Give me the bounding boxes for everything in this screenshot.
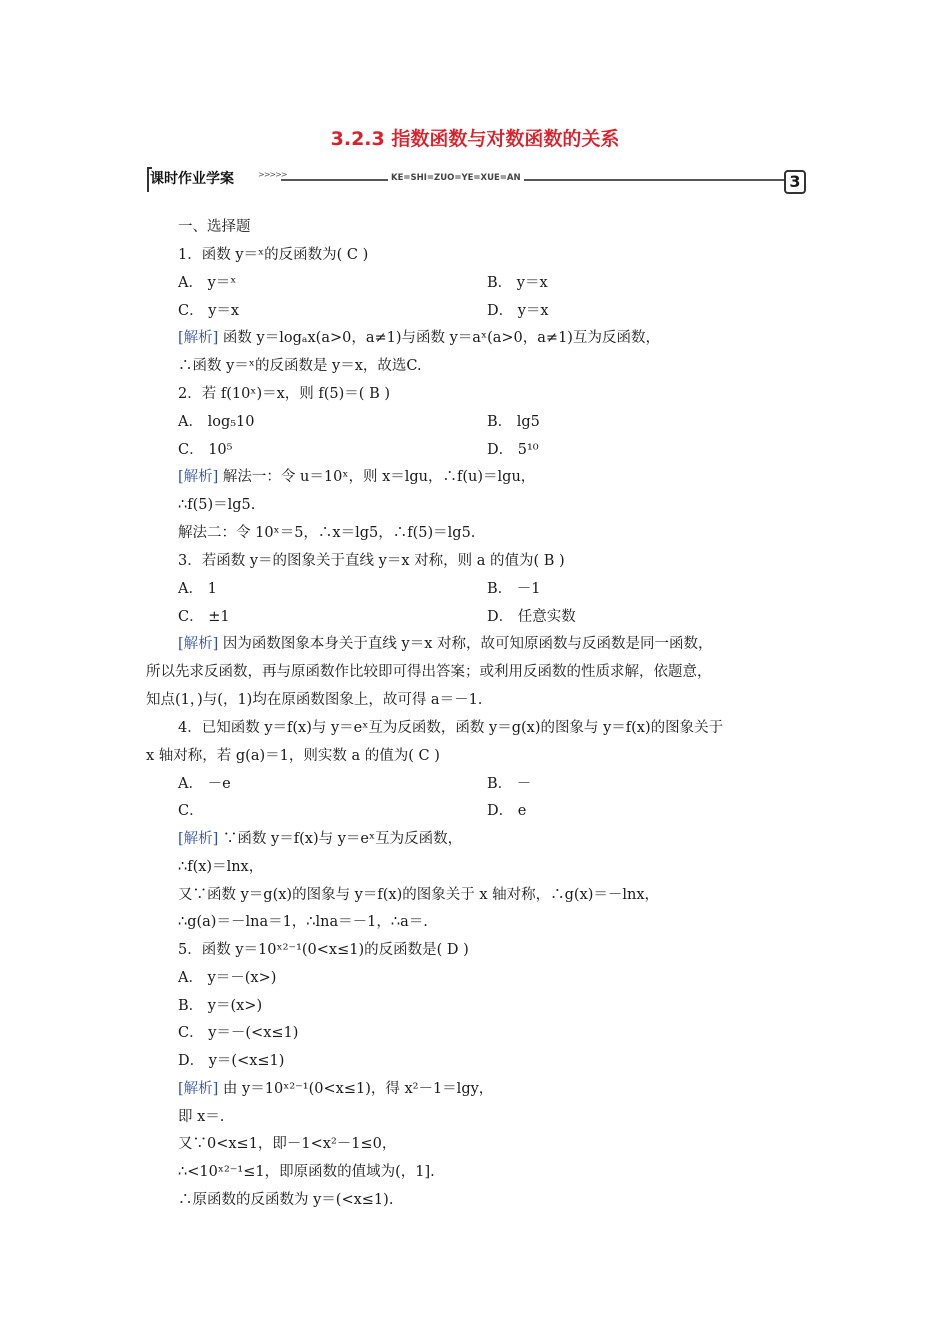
q1-option-b: B． y＝x <box>487 275 548 291</box>
q3-solution-line <box>178 635 713 653</box>
banner <box>146 164 808 196</box>
q5-solution-5: ∴原函数的反函数为 y＝(<x≤1). <box>178 1192 394 1208</box>
q2-option-c: C． 10⁵ <box>178 442 233 458</box>
q5-stem: 5．函数 y＝10ˣ²⁻¹(0<x≤1)的反函数是( D ) <box>178 942 469 958</box>
q5-option-a: A． y＝－(x>) <box>178 970 277 986</box>
q4-stem-2: x 轴对称，若 g(a)＝1，则实数 a 的值为( C ) <box>146 748 440 764</box>
q2-solution-line <box>178 468 535 486</box>
analysis-tag: [解析] <box>178 636 219 652</box>
q4-option-a: A． －e <box>178 776 231 792</box>
banner-label: 课时作业学案 <box>150 171 234 187</box>
analysis-tag: [解析] <box>178 831 219 847</box>
q2-option-b: B． lg5 <box>487 414 540 430</box>
q4-option-c: C． <box>178 803 204 819</box>
q4-solution-4: ∴g(a)＝－lna＝1，∴lna＝－1，∴a＝. <box>178 914 428 930</box>
q1-solution-2: ∴函数 y＝ˣ的反函数是 y＝x，故选C. <box>178 358 422 374</box>
q2-solution-2: ∴f(5)＝lg5. <box>178 497 256 513</box>
q1-solution-line <box>178 329 660 347</box>
page-title: 3.2.3 指数函数与对数函数的关系 <box>330 128 620 150</box>
q3-option-b: B． －1 <box>487 581 541 597</box>
q2-option-d: D． 5¹⁰ <box>487 442 539 458</box>
q4-solution-1: ∵函数 y＝f(x)与 y＝eˣ互为反函数， <box>218 831 463 847</box>
q4-stem-1: 4．已知函数 y＝f(x)与 y＝eˣ互为反函数，函数 y＝g(x)的图象与 y＝f(x)的图象关于 <box>178 720 724 736</box>
analysis-tag: [解析] <box>178 1081 219 1097</box>
q1-option-d: D． y＝x <box>487 303 549 319</box>
q5-solution-4: ∴<10ˣ²⁻¹≤1，即原函数的值域为(，1]. <box>178 1164 435 1180</box>
banner-keywords: KE=SHI=ZUO=YE=XUE=AN <box>388 173 524 183</box>
q4-solution-3: 又∵函数 y＝g(x)的图象与 y＝f(x)的图象关于 x 轴对称，∴g(x)＝－lnx， <box>178 887 660 903</box>
q5-solution-2: 即 x＝. <box>178 1109 225 1125</box>
q3-stem: 3．若函数 y＝的图象关于直线 y＝x 对称，则 a 的值为( B ) <box>178 553 565 569</box>
q5-option-c: C． y＝－(<x≤1) <box>178 1025 299 1041</box>
q4-option-b: B． － <box>487 776 532 792</box>
banner-arrows: >>>>> <box>258 170 287 179</box>
q2-stem: 2．若 f(10ˣ)＝x，则 f(5)＝( B ) <box>178 386 390 402</box>
analysis-tag: [解析] <box>178 469 219 485</box>
q1-solution-1: 函数 y＝logₐx(a>0，a≠1)与函数 y＝aˣ(a>0，a≠1)互为反函数， <box>218 330 660 346</box>
q4-solution-2: ∴f(x)＝lnx， <box>178 859 264 875</box>
q5-solution-1: 由 y＝10ˣ²⁻¹(0<x≤1)，得 x²－1＝lgy， <box>218 1081 494 1097</box>
q1-option-a: A． y＝ˣ <box>178 275 237 291</box>
q4-solution-line <box>178 830 462 848</box>
q5-option-d: D． y＝(<x≤1) <box>178 1053 285 1069</box>
q1-stem: 1．函数 y＝ˣ的反函数为( C ) <box>178 247 369 263</box>
q5-solution-3: 又∵0<x≤1，即－1<x²－1≤0， <box>178 1136 397 1152</box>
q3-solution-2: 所以先求反函数，再与原函数作比较即可得出答案；或利用反函数的性质求解，依题意， <box>146 664 712 680</box>
q2-solution-1: 解法一：令 u＝10ˣ，则 x＝lgu，∴f(u)＝lgu， <box>218 469 536 485</box>
q3-option-d: D． 任意实数 <box>487 609 576 625</box>
q3-solution-1: 因为函数图象本身关于直线 y＝x 对称，故可知原函数与反函数是同一函数， <box>218 636 713 652</box>
q3-solution-3: 知点(1，)与(，1)均在原函数图象上，故可得 a＝－1. <box>146 692 483 708</box>
analysis-tag: [解析] <box>178 330 219 346</box>
q2-option-a: A． log₅10 <box>178 414 255 430</box>
q3-option-c: C． ±1 <box>178 609 230 625</box>
q1-option-c: C． y＝x <box>178 303 240 319</box>
q2-solution-3: 解法二：令 10ˣ＝5，∴x＝lg5，∴f(5)＝lg5. <box>178 525 476 541</box>
q5-option-b: B． y＝(x>) <box>178 998 263 1014</box>
banner-number: 3 <box>784 170 806 194</box>
q3-option-a: A． 1 <box>178 581 217 597</box>
section-heading: 一、选择题 <box>178 219 251 235</box>
q5-solution-line <box>178 1080 493 1098</box>
q4-option-d: D． e <box>487 803 527 819</box>
